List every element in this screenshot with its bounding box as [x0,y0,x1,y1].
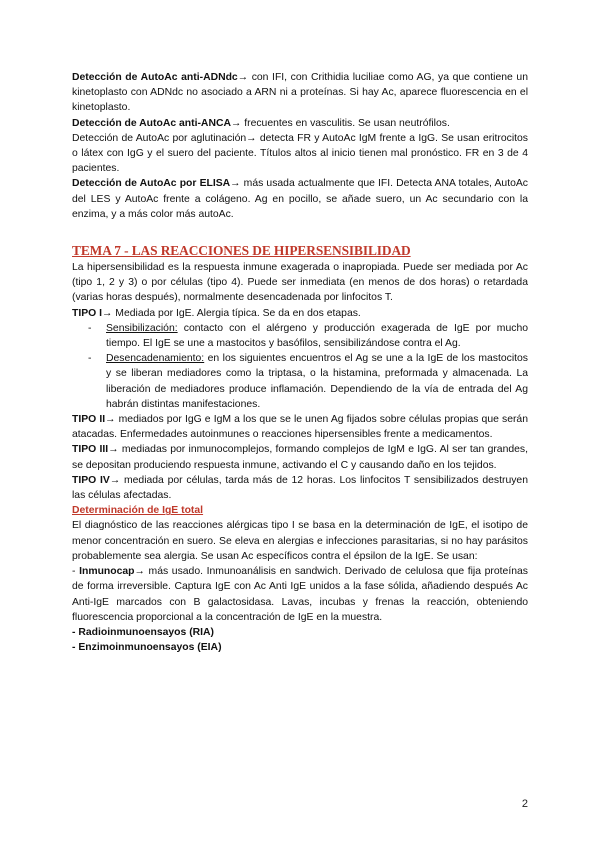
paragraph-aglutinacion: Detección de AutoAc por aglutinación→ detecta FR y AutoAc IgM frente a IgG. Se usan eritrocitos o látex con IgG y el suero del paciente. Títulos altos al inicio tienen mal pronóstico. FR en 3 de 4 pacientes. [72,132,528,175]
paragraph-anti-anca [72,116,528,131]
section-title-tema7: TEMA 7 - LAS REACCIONES DE HIPERSENSIBILIDAD [72,243,411,259]
text-immunocap: → más usado. Inmunoanálisis en sandwich. Derivado de celulosa que fija proteínas de forma irreversible. Captura IgE con Ac Anti IgE unidos a la fase sólida, añadiendo después Ac Anti-IgE marcados con B galactosidasa. Lavas, incubas y frenas la reacción, obteniendo fluorescencia proporcional a la concentración de IgE en la muestra. [72,566,528,623]
text-desencadenamiento: en los siguientes encuentros el Ag se une a la IgE de los mastocitos y se liberan mediadores como la triptasa, o la histamina, preformada y almacenada. La liberación de mediadores produce inflamación. Dependiendo de la vía de entrada del Ag habrán distintas manifestaciones. [106,353,528,410]
text-anti-adndc: con IFI, con Crithidia luciliae como AG, ya que contiene un kinetoplasto con ADNdc no asociado a ARN ni a proteínas. Si hay Ac, aparece fluorescencia en el kinetoplasto. [72,72,528,114]
term-anti-anca: Detección de AutoAc anti-ANCA→ [72,117,242,129]
term-tipo4: TIPO IV [72,474,110,486]
term-anti-adndc: Detección de AutoAc anti-ADNdc→ [72,72,249,83]
text-tipo4: → mediada por células, tarda más de 12 horas. Los linfocitos T sensibilizados destruyen las células afectadas. [72,474,528,502]
text-elisa: más usada actualmente que IFI. Detecta ANA totales, AutoAc del LES y AutoAc frente a colágeno. Ag en pocillo, se añade suero, un Ac secundario con la enzima, y a más color más autoAc. [72,178,528,220]
document-page [72,70,528,655]
list-item-sensibilizacion [88,321,528,351]
term-tipo1: TIPO I [72,307,103,319]
paragraph-tipo2 [72,412,528,442]
term-immunocap: Inmunocap [79,566,135,578]
paragraph-elisa [72,176,528,222]
paragraph-ige-intro: El diagnóstico de las reacciones alérgicas tipo I se basa en la determinación de IgE, el isotipo de menor concentración en suero. Se eleva en alergias e infecciones parasitarias, si no hay parásitos probablemente sea alergia. Se usan Ac específicos contra el épsilon de la IgE. Se usan: [72,520,528,562]
paragraph-anti-adndc [72,70,528,116]
dash-bullet: - [88,353,92,365]
paragraph-tipo4 [72,473,528,503]
term-elisa: Detección de AutoAc por ELISA→ [72,178,241,190]
prefix-immunocap: - [72,566,80,578]
subsection-title-ige: Determinación de IgE total [72,505,204,517]
text-anti-anca: frecuentes en vasculitis. Se usan neutrófilos. [241,117,450,129]
paragraph-tipo3 [72,442,528,472]
label-sensibilizacion: Sensibilización: [106,322,178,334]
paragraph-tipo1 [72,306,528,321]
list-item-eia [72,640,528,655]
tipo1-stages-list [72,321,528,412]
term-eia: - Enzimoinmunoensayos (EIA) [72,642,222,654]
text-sensibilizacion: contacto con el alérgeno y producción exagerada de IgE por mucho tiempo. El IgE se une a mastocitos y basófilos, sensibilizándose contra el Ag. [106,322,528,350]
page-number: 2 [521,798,528,810]
text-tipo2: → mediados por IgG e IgM a los que se le unen Ag fijados sobre células propias que serán atacadas. Enfermedades autoinmunes o reacciones hipersensibles frente a medicamentos. [72,414,528,441]
list-item-desencadenamiento [88,351,528,412]
term-tipo3: TIPO III [72,444,109,456]
text-tipo1: → Mediada por IgE. Alergia típica. Se da en dos etapas. [102,307,361,319]
term-ria: - Radioinmunoensayos (RIA) [72,626,215,638]
dash-bullet: - [88,322,92,334]
label-desencadenamiento: Desencadenamiento: [106,353,205,365]
paragraph-immunocap [72,564,528,625]
paragraph-hipersensibilidad-intro: La hipersensibilidad es la respuesta inmune exagerada o inapropiada. Puede ser mediada por Ac (tipo 1, 2 y 3) o por células (tipo 4). Puede ser inmediata (en menos de dos horas) o retardada (varias horas después), normalmente desencadenada por linfocitos T. [72,262,528,304]
list-item-ria [72,625,528,640]
term-tipo2: TIPO II [72,414,106,426]
text-tipo3: → mediadas por inmunocomplejos, formando complejos de IgM e IgG. Al ser tan grandes, se depositan produciendo respuesta inmune, activando el C y causando daño en los tejidos. [72,444,529,471]
